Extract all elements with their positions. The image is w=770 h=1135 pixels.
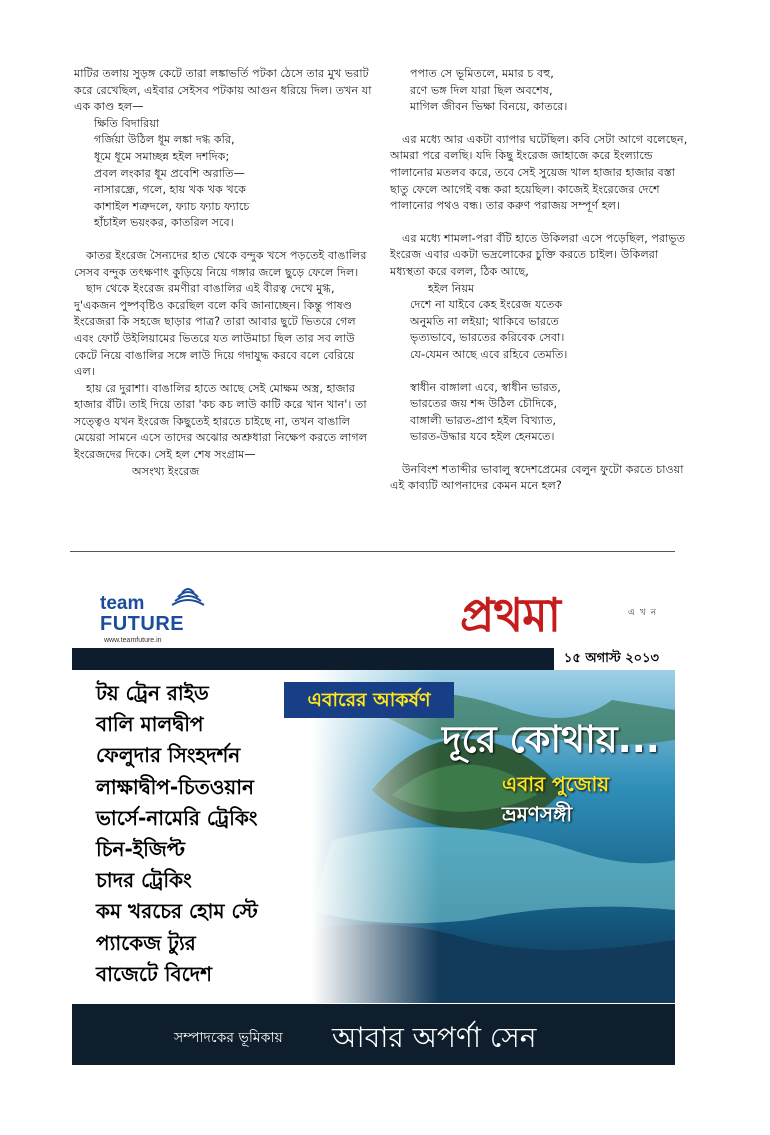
ad-top-bar (72, 648, 592, 670)
verse-line: হাঁচাইল ভয়ংকর, কাতরিল সবে। (94, 216, 234, 230)
verse-block (390, 66, 692, 116)
verse-line: ক্ষিতি বিদারিয়া (94, 116, 160, 130)
logo-tagline: এখন (628, 608, 662, 618)
logo-text: প্রথমা (460, 588, 561, 642)
verse-line: রণে ভঙ্গ দিল যারা ছিল অবশেষ, (410, 83, 553, 97)
logo-text: team (100, 593, 145, 614)
editor-name: আবার অপর্ণা সেন (332, 1021, 537, 1054)
paragraph: ছাদ থেকে ইংরেজ রমণীরা বাঙালির এই বীরত্ব দেখে মুগ্ধ, দু'একজন পুষ্পবৃষ্টিও করেছিল বলে কবি জানাচ্ছেন। কিন্তু পাষণ্ড ইংরেজরা কি সহজে ছাড়ার পাত্র? তারা আবার ছুটে ভিতরে গেল এবং ফোর্ট উইলিয়ামের ভিতরে যত লাউমাচা ছিল তার সব লাউ কেটে নিয়ে বাঙালির সঙ্গে লাউ দিয়ে গদাযুদ্ধ করবে বলে বেরিয়ে এল। (74, 282, 356, 379)
issue-date: ১৫ অগাস্ট ২০১৩ (554, 648, 669, 670)
verse-line: ভারতের জয় শব্দ উঠিল চৌদিকে, (410, 397, 558, 411)
verse-line: পপাত সে ভূমিতলে, মমার চ বহু, (410, 67, 554, 80)
verse-block (74, 116, 374, 232)
verse-line: প্রবল লংকার ধূম প্রবেশি অরাতি— (94, 166, 245, 180)
verse-line: স্বাধীন বাঙ্গালা এবে, স্বাধীন ভারত, (410, 380, 561, 394)
feature-list (96, 678, 258, 990)
article-column-right (390, 66, 692, 495)
verse-line: ধূমে ধূমে সমাচ্ছন্ন হইল দশদিক; (94, 149, 230, 163)
verse-line: ভৃত্যভাবে, ভারতের করিবেক সেবা। (410, 331, 565, 345)
book-emblem-icon (170, 583, 206, 609)
verse-line: দেশে না যাইবে কেহ ইংরেজ যতেক (410, 298, 563, 312)
paragraph: এর মধ্যে আর একটা ব্যাপার ঘটেছিল। কবি সেটা আগে বলেছেন, আমরা পরে বলছি। যদি কিছু ইংরেজ জাহাজে করে ইংল্যান্ডে পালানোর মতলব করে, তবে সেই সুয়েজ খাল হাজার হাজার বস্তা ছাতু ফেলে আগেই বন্ধ করা হয়েছিল। কাজেই ইংরেজের দেশে পালানোর পথও বন্ধ। তার করুণ পরাজয় সম্পূর্ণ হল। (390, 132, 688, 213)
list-item: চিন-ইজিপ্ট (96, 836, 186, 861)
prothoma-logo (460, 585, 675, 647)
verse-line: মাগিল জীবন ভিক্ষা বিনয়ে, কাতরে। (410, 100, 568, 114)
verse-line: গর্জিয়া উঠিল ধূম লঙ্কা দগ্ধ করি, (94, 133, 235, 147)
list-item: বালি মালদ্বীপ (96, 712, 204, 737)
attraction-banner: এবারের আকর্ষণ (284, 682, 454, 718)
ad-subheadline: এবার পুজোয় (502, 772, 610, 796)
list-item: ফেলুদার সিংহদর্শন (96, 743, 241, 768)
list-item: লাক্ষাদ্বীপ-চিতওয়ান (96, 774, 254, 799)
paragraph: কাতর ইংরেজ সৈন্যদের হাত থেকে বন্দুক খসে পড়তেই বাঙালির সেসব বন্দুক তৎক্ষণাৎ কুড়িয়ে নিয়ে গঙ্গার জলে ছুড়ে ফেলে দিল। (74, 248, 367, 279)
paragraph: এর মধ্যে শামলা-পরা বঁটি হাতে উকিলরা এসে পড়েছিল, পরাভূত ইংরেজ এবার একটা ভদ্রলোকের চুক্তি করতে চাইল। উকিলরা মধ্যস্থতা করে বলল, ঠিক আছে, (390, 231, 686, 278)
verse-line: যে-যেমন আছে এবে রহিবে তেমতি। (410, 347, 568, 361)
paragraph: হায় রে দুরাশা। বাঙালির হাতে আছে সেই মোক্ষম অস্ত্র, হাজার হাজার বঁটি। তাই দিয়ে তারা 'কচ কচ লাউ কাটি করে খান খান'। তা সত্ত্বেও যখন ইংরেজ কিছুতেই হারতে চাইছে না, তখন বাঙালি মেয়েরা সামনে এসে তাদের অঝোর অশ্রুধারা নিক্ষেপ করতে লাগল ইংরেজদের দিকে। সেই হল শেষ সংগ্রাম— (74, 381, 368, 462)
verse-block (390, 297, 692, 363)
team-future-logo (100, 583, 220, 651)
verse-block (390, 380, 692, 446)
divider (70, 551, 675, 552)
verse-line: অনুমতি না লইয়া; থাকিবে ভারতে (410, 314, 559, 328)
editor-banner (72, 1004, 675, 1065)
verse-line: নাসারন্ধ্রে, গলে, হায় খক খক খকে (94, 183, 247, 197)
list-item: প্যাকেজ ট্যুর (96, 930, 196, 955)
paragraph: উনবিংশ শতাব্দীর ভাবালু স্বদেশপ্রেমের বেলুন ফুটো করতে চাওয়া এই কাব্যটি আপনাদের কেমন মনে হল? (390, 462, 684, 493)
paragraph: মাটির তলায় সুড়ঙ্গ কেটে তারা লঙ্কাভর্তি পটকা ঠেসে তার মুখ ভরাট করে রেখেছিল, এইবার সেইসব পটকায় আগুন ধরিয়ে দিল। তখন যা এক কাণ্ড হল— (74, 67, 372, 114)
verse-line: কাশাইল শত্রুদলে, ফ্যাচ ফ্যাচ ফ্যাচে (94, 199, 250, 213)
editor-label: সম্পাদকের ভূমিকায় (174, 1030, 283, 1046)
signature-line: অসংখ্য ইংরেজ (132, 464, 200, 478)
list-item: ভার্সে-নামেরি ট্রেকিং (96, 805, 258, 830)
list-item: বাজেটে বিদেশ (96, 961, 212, 986)
list-item: কম খরচের হোম স্টে (96, 899, 258, 924)
magazine-advertisement (72, 648, 675, 1065)
logo-text: FUTURE (100, 613, 185, 635)
logo-url: www.teamfuture.in (104, 637, 162, 644)
verse-line: বাঙ্গালী ভারত-প্রাণ হইল বিখ্যাত, (410, 413, 557, 427)
list-item: চাদর ট্রেকিং (96, 868, 192, 893)
verse-line: ভারত-উদ্ধার যবে হইল হেনমতে। (410, 430, 555, 444)
ad-subheadline-2: ভ্রমণসঙ্গী (502, 802, 573, 826)
article-column-left (74, 66, 374, 480)
ad-headline: দূরে কোথায়... (442, 718, 660, 761)
list-item: টয় ট্রেন রাইড (96, 681, 209, 705)
verse-heading: হইল নিয়ম (428, 281, 475, 295)
